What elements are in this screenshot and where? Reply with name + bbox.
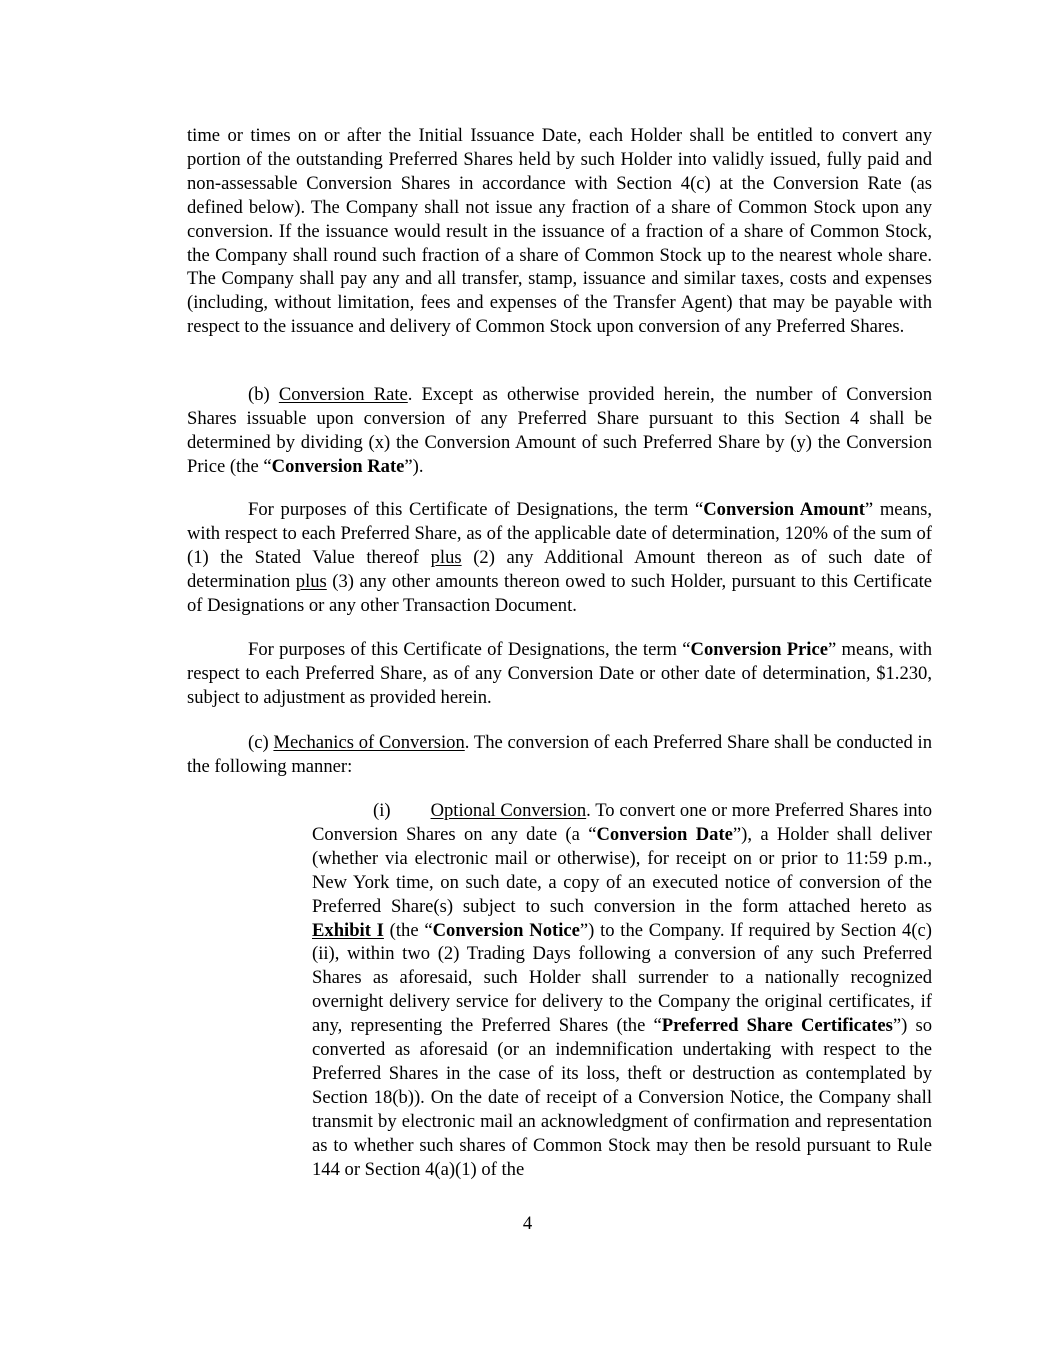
- defined-term-conversion-price: Conversion Price: [690, 639, 828, 660]
- paragraph-text: (the “: [383, 919, 433, 941]
- paragraph-text: ”), a Holder shall deliver (whether via electronic mail or otherwise), for receipt on or prior to 11:59 p.m., New York time, on such date, a copy of an executed notice of conversion of the Preferred Share(s) subject to such conversion in the form attached hereto as: [312, 823, 932, 917]
- paragraph-conversion-price: [187, 638, 932, 710]
- exhibit-reference: Exhibit I: [312, 919, 384, 941]
- paragraph-conversion-right-continued: [187, 124, 932, 339]
- paragraph-text: . The conversion of each Preferred Share shall be conducted in the following manner:: [187, 732, 932, 777]
- paragraph-text: ”).: [404, 455, 424, 477]
- heading-mechanics-of-conversion: Mechanics of Conversion: [273, 732, 465, 753]
- section-marker-i: (i): [373, 800, 391, 821]
- underlined-plus: plus: [430, 546, 462, 568]
- paragraph-conversion-rate: [187, 383, 932, 479]
- underlined-plus: plus: [295, 570, 327, 592]
- paragraph-text: ” means, with respect to each Preferred Share, as of any Conversion Date or other date of determination, $1.230, subject to adjustment as provided herein.: [187, 639, 932, 708]
- paragraph-conversion-amount: [187, 498, 932, 618]
- section-marker-c: (c): [248, 732, 274, 753]
- paragraph-text: ” means, with respect to each Preferred Share, as of the applicable date of determination, 120% of the sum of (1) the Stated Value thereof: [187, 499, 932, 568]
- paragraph-text: For purposes of this Certificate of Designations, the term “: [248, 499, 704, 520]
- paragraph-text: For purposes of this Certificate of Designations, the term “: [248, 639, 691, 660]
- paragraph-text: (3) any other amounts thereon owed to such Holder, pursuant to this Certificate of Designations or any other Transaction Document.: [187, 570, 932, 616]
- defined-term-preferred-share-certificates: Preferred Share Certificates: [661, 1015, 893, 1037]
- page-number: 4: [522, 1213, 533, 1234]
- paragraph-text: . Except as otherwise provided herein, the number of Conversion Shares issuable upon conversion of any Preferred Share pursuant to this Section 4 shall be determined by dividing (x) the Conversion Amount of such Preferred Share by (y) the Conversion Price (the “: [187, 384, 932, 477]
- heading-optional-conversion: Optional Conversion: [430, 800, 587, 821]
- paragraph-text: ”) to the Company. If required by Section 4(c)(ii), within two (2) Trading Days following a conversion of any such Preferred Shares as aforesaid, such Holder shall surrender to a nationally recognized overnight delivery service for delivery to the Company the original certificates, if any, representing the Preferred Shares (the “: [312, 919, 932, 1037]
- defined-term-conversion-date: Conversion Date: [596, 823, 733, 845]
- defined-term-conversion-rate: Conversion Rate: [271, 455, 405, 477]
- paragraph-text: . To convert one or more Preferred Shares into Conversion Shares on any date (a “: [312, 800, 933, 845]
- defined-term-conversion-notice: Conversion Notice: [432, 919, 580, 941]
- paragraph-text: ”) so converted as aforesaid (or an indemnification undertaking with respect to the Preferred Shares in the case of its loss, theft or destruction as contemplated by Section 18(b)). On the date of receipt of a Conversion Notice, the Company shall transmit by electronic mail an acknowledgment of confirmation and representation as to whether such shares of Common Stock may then be resold pursuant to Rule 144 or Section 4(a)(1) of the: [312, 1015, 932, 1180]
- section-marker-b: (b): [248, 384, 279, 405]
- paragraph-mechanics-of-conversion: [187, 731, 932, 779]
- defined-term-conversion-amount: Conversion Amount: [703, 499, 865, 520]
- paragraph-text: (2) any Additional Amount thereon as of such date of determination: [187, 546, 932, 592]
- heading-conversion-rate: Conversion Rate: [278, 384, 408, 405]
- paragraph-text: time or times on or after the Initial Issuance Date, each Holder shall be entitled to convert any portion of the outstanding Preferred Shares held by such Holder into validly issued, fully paid and non-assessable Conversion Shares in accordance with Section 4(c) at the Conversion Rate (as defined below). The Company shall not issue any fraction of a share of Common Stock upon any conversion. If the issuance would result in the issuance of a fraction of a share of Common Stock, the Company shall round such fraction of a share of Common Stock up to the nearest whole share. The Company shall pay any and all transfer, stamp, issuance and similar taxes, costs and expenses (including, without limitation, fees and expenses of the Transfer Agent) that may be payable with respect to the issuance and delivery of Common Stock upon conversion of any Preferred Shares.: [187, 125, 932, 338]
- paragraph-optional-conversion: [312, 799, 932, 1182]
